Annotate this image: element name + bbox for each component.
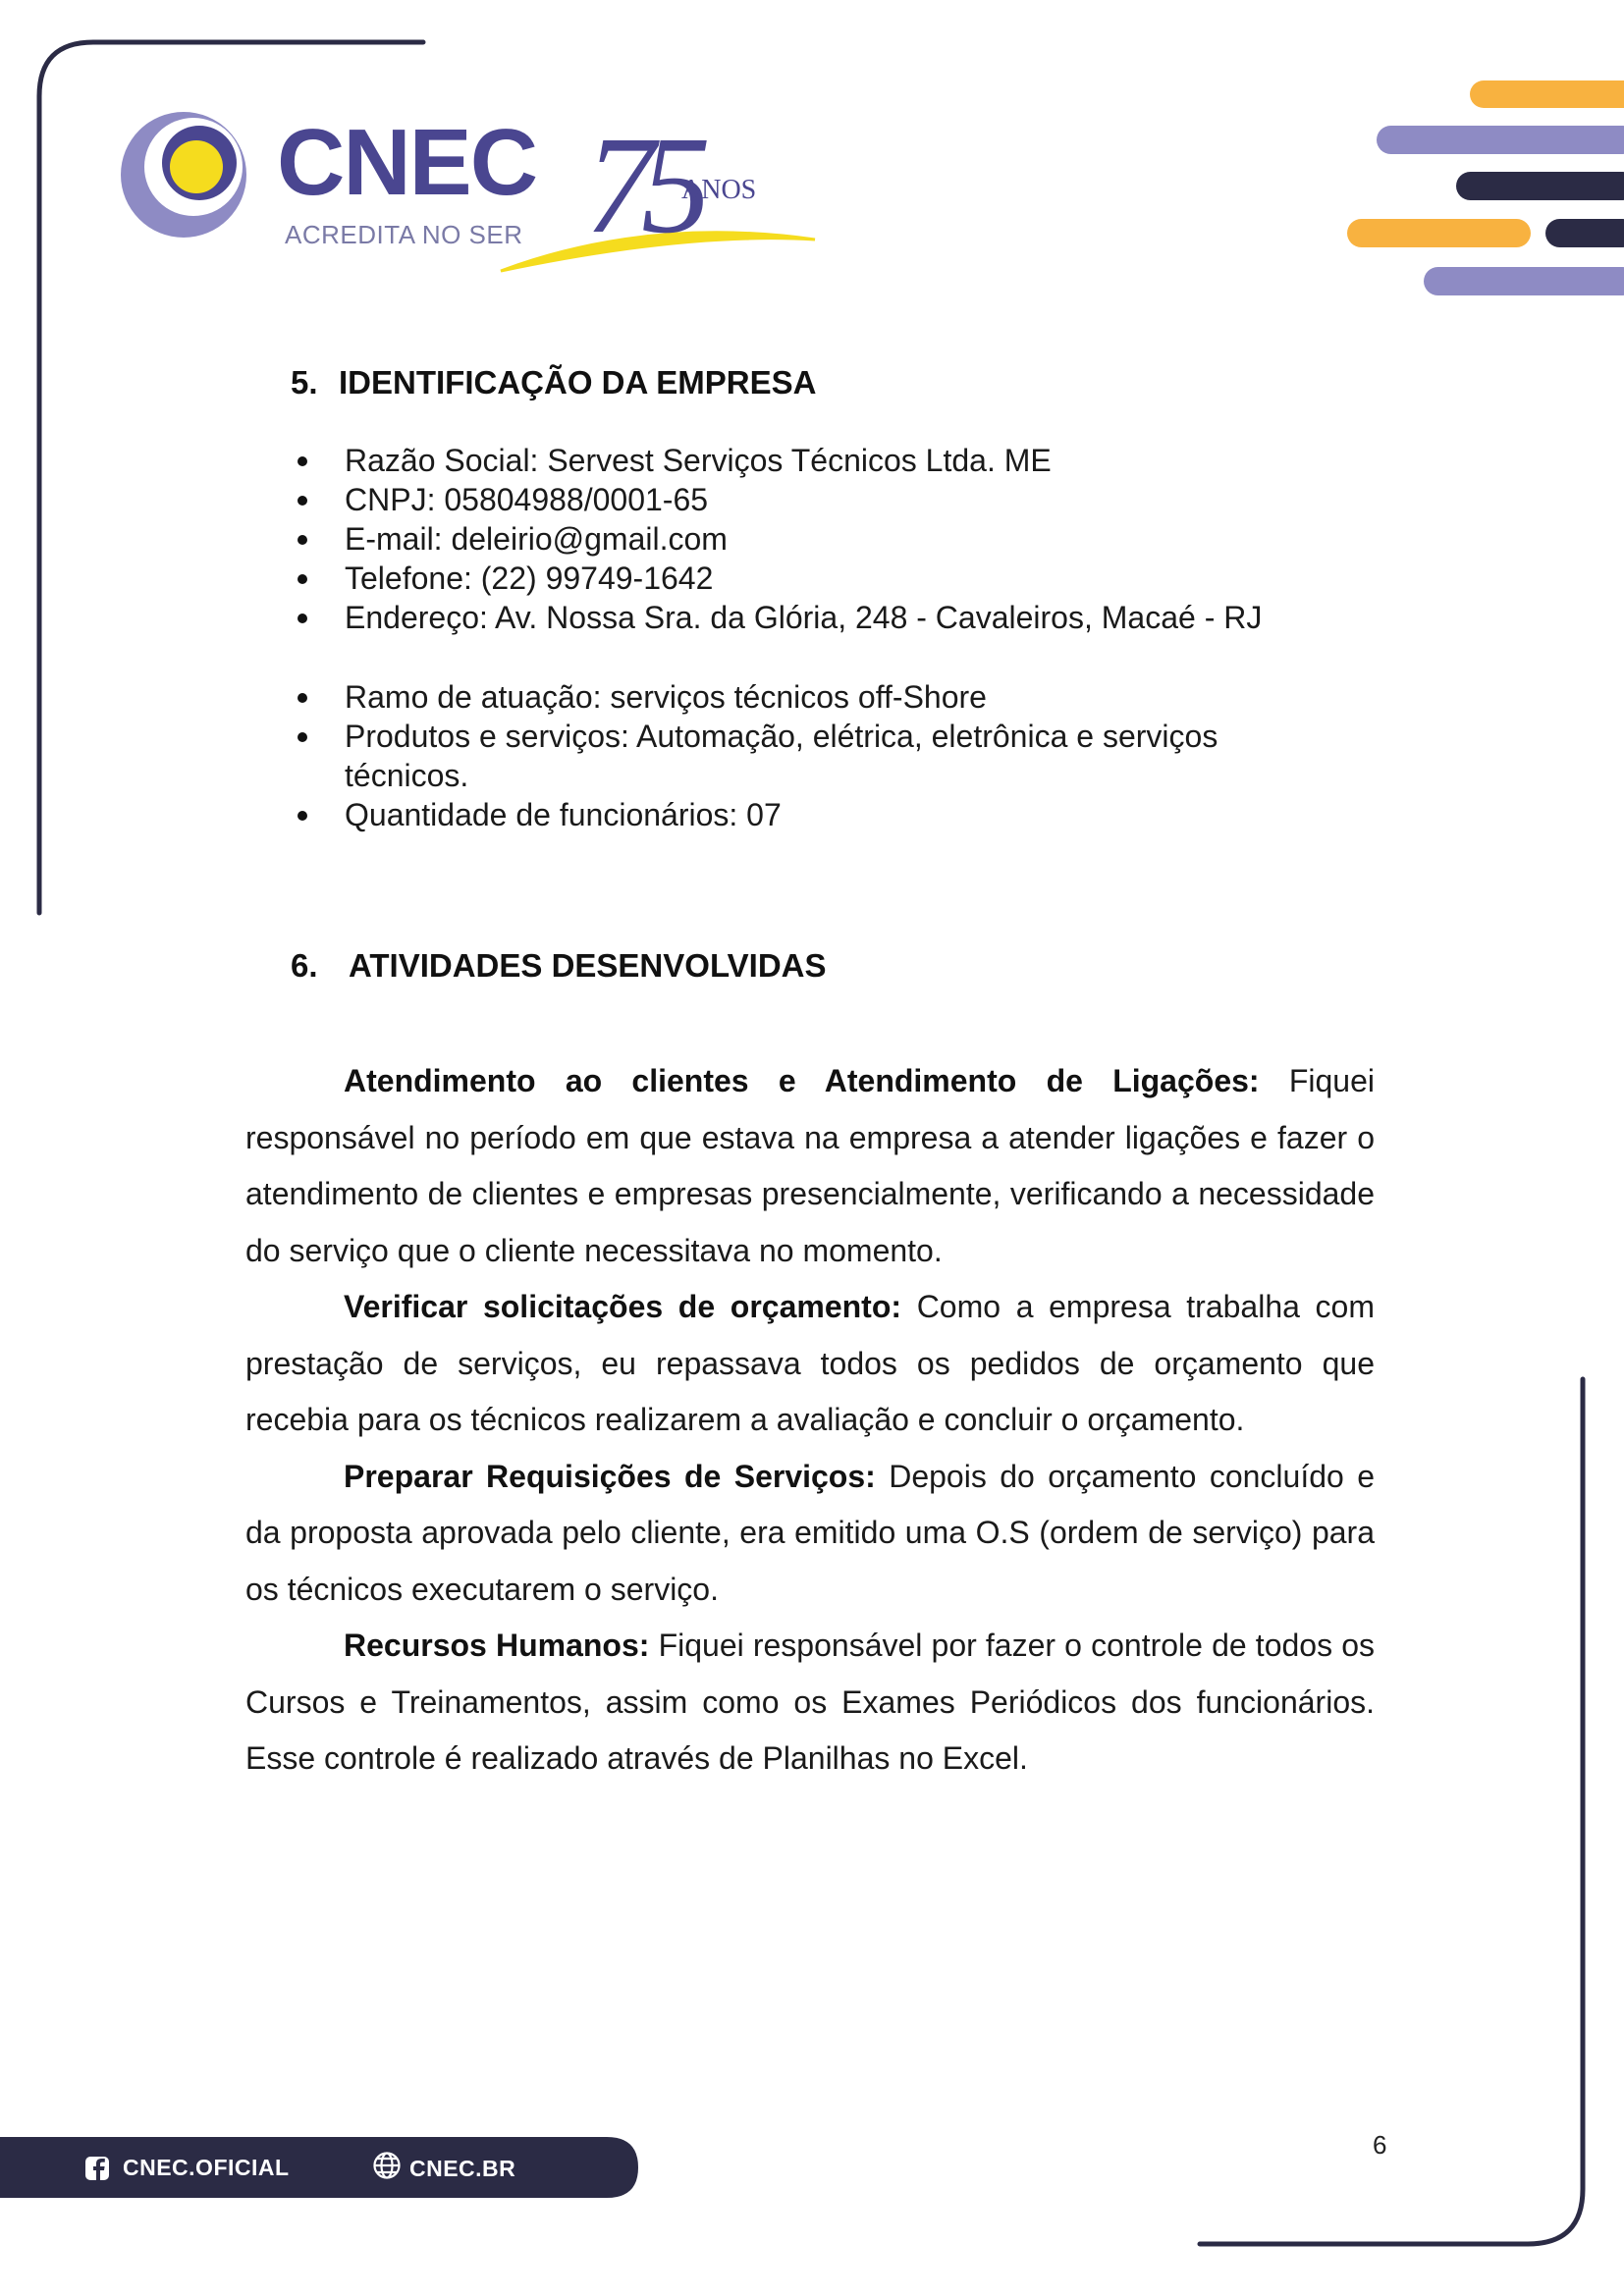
company-activity-list bbox=[291, 677, 1351, 834]
list-item: Razão Social: Servest Serviços Técnicos Ltda. ME bbox=[291, 441, 1351, 480]
list-item: Quantidade de funcionários: 07 bbox=[291, 795, 1351, 834]
activity-lead: Atendimento ao clientes e Atendimento de Ligações: bbox=[344, 1063, 1260, 1098]
website-link[interactable]: CNEC.BR bbox=[409, 2156, 516, 2181]
list-item: Ramo de atuação: serviços técnicos off-Shore bbox=[291, 677, 1351, 717]
company-info-list bbox=[291, 441, 1351, 637]
activity-lead: Recursos Humanos: bbox=[344, 1628, 650, 1663]
activities-body bbox=[245, 1053, 1375, 1788]
anniversary-number: 75 bbox=[585, 107, 697, 262]
activity-paragraph bbox=[245, 1279, 1375, 1449]
brand-tagline: ACREDITA NO SER bbox=[285, 220, 523, 249]
activity-text: Como a empresa trabalha com prestação de serviços, eu repassava todos os pedidos de orçamento que recebia para os técnicos realizarem a avaliação e concluir o orçamento. bbox=[245, 1289, 1376, 1437]
cnec-logo-icon bbox=[121, 112, 246, 238]
section-5-title: IDENTIFICAÇÃO DA EMPRESA bbox=[339, 364, 817, 400]
activity-text: Fiquei responsável no período em que estava na empresa a atender ligações e fazer o atendimento de clientes e empresas presencialmente, verificando a necessidade do serviço que o cliente necessitava no momento. bbox=[245, 1063, 1376, 1268]
section-5-number: 5. bbox=[291, 364, 318, 400]
list-item: CNPJ: 05804988/0001-65 bbox=[291, 480, 1351, 519]
activity-text: Fiquei responsável por fazer o controle de todos os Cursos e Treinamentos, assim como os Exames Periódicos dos funcionários. Esse controle é realizado através de Planilhas no Excel. bbox=[245, 1628, 1376, 1776]
section-6-heading bbox=[291, 949, 827, 982]
activity-text: Depois do orçamento concluído e da proposta aprovada pelo cliente, era emitido uma O.S (ordem de serviço) para os técnicos executarem o serviço. bbox=[245, 1458, 1375, 1607]
facebook-icon bbox=[85, 2157, 109, 2180]
section-6-number: 6. bbox=[291, 947, 318, 984]
section-5-heading bbox=[291, 366, 816, 399]
stripe-decoration bbox=[1347, 80, 1624, 295]
list-item: E-mail: deleirio@gmail.com bbox=[291, 519, 1351, 559]
activity-paragraph bbox=[245, 1449, 1375, 1619]
page-number: 6 bbox=[1373, 2130, 1387, 2160]
facebook-link[interactable]: CNEC.OFICIAL bbox=[123, 2155, 290, 2180]
activity-lead: Preparar Requisições de Serviços: bbox=[344, 1458, 876, 1494]
brand-name: CNEC bbox=[277, 110, 537, 215]
activity-paragraph bbox=[245, 1618, 1375, 1788]
anniversary-word: ANOS bbox=[681, 175, 757, 205]
activity-lead: Verificar solicitações de orçamento: bbox=[344, 1289, 902, 1324]
list-item: Endereço: Av. Nossa Sra. da Glória, 248 - Cavaleiros, Macaé - RJ bbox=[291, 598, 1351, 637]
list-item: Telefone: (22) 99749-1642 bbox=[291, 559, 1351, 598]
list-item: Produtos e serviços: Automação, elétrica, eletrônica e serviços técnicos. bbox=[291, 717, 1268, 795]
section-6-title: ATIVIDADES DESENVOLVIDAS bbox=[349, 947, 827, 984]
activity-paragraph bbox=[245, 1053, 1375, 1279]
